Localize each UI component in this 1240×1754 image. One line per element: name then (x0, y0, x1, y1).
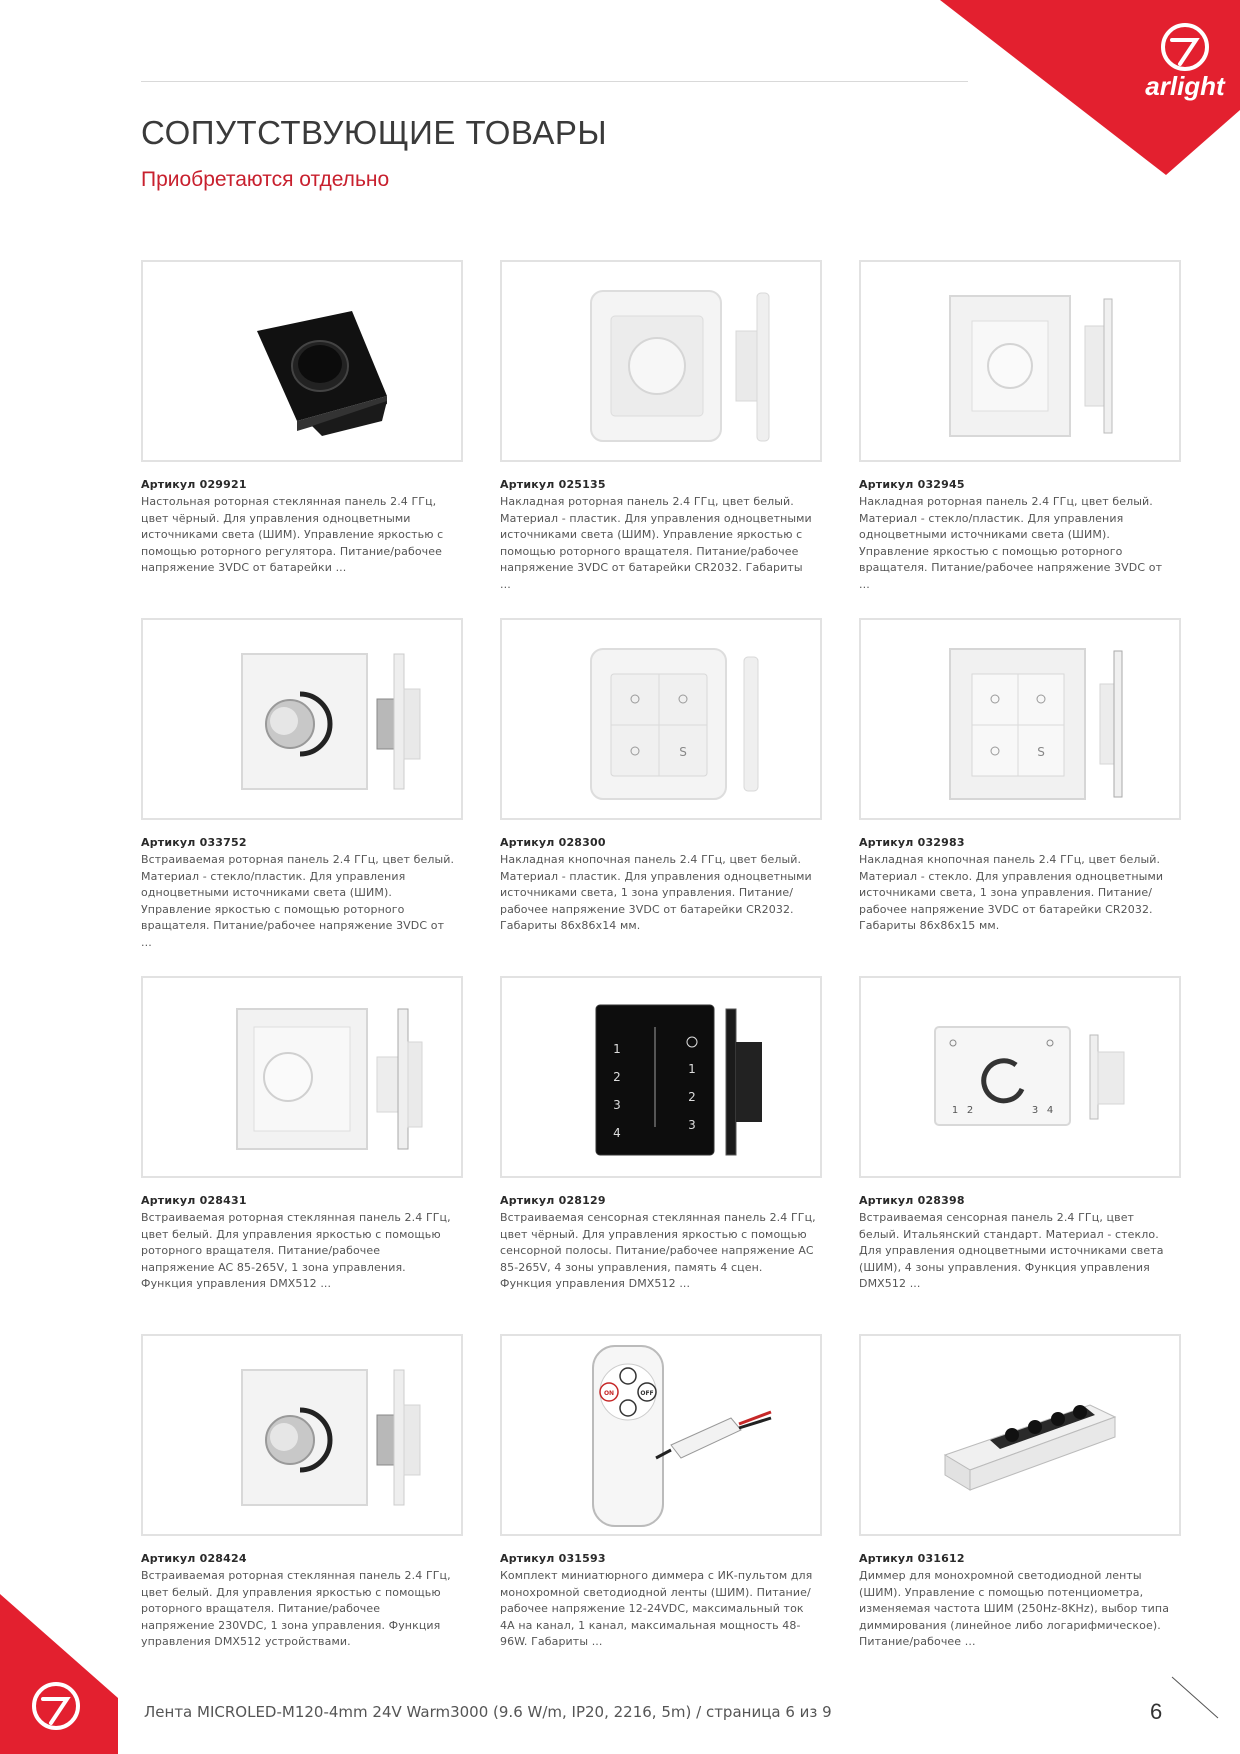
product-description: Диммер для монохромной светодиодной ленты (ШИМ). Управление с помощью потенциометра, изменяемая частота ШИМ (250Hz-8KHz), выбор типа диммирования (линейное либо логарифмическое). Питание/рабочее ... (859, 1569, 1170, 1648)
product-image[interactable] (141, 260, 463, 462)
product-card[interactable] (500, 976, 822, 1293)
touch-label-3: 3 (613, 1098, 621, 1112)
product-card[interactable] (500, 1334, 822, 1651)
product-sku: Артикул 025135 (500, 478, 606, 491)
zone-label-2: 2 (966, 1105, 974, 1116)
product-description: Встраиваемая роторная стеклянная панель 2.4 ГГц, цвет белый. Для управления яркостью с помощью роторного вращателя. Питание/рабочее напряжение 230VDC, 1 зона управления. Функция управления DMX512 устройствами. (141, 1569, 451, 1648)
glass-rotary-panel-icon (890, 271, 1150, 451)
product-sku: Артикул 028129 (500, 1194, 606, 1207)
glass-rotary-inwall-panel-icon (172, 987, 432, 1167)
product-description: Встраиваемая сенсорная панель 2.4 ГГц, цвет белый. Итальянский стандарт. Материал - стекло. Для управления одноцветными источниками света (ШИМ), 4 зоны управления. Функция управления DMX512 ... (859, 1211, 1164, 1290)
zone-label-4: 4 (1046, 1105, 1054, 1116)
product-card[interactable] (859, 260, 1181, 593)
product-sku: Артикул 033752 (141, 836, 247, 849)
brand-corner-bottom (0, 1594, 118, 1754)
remote-on-label: ON (603, 1390, 615, 1397)
brand-corner-logo (940, 0, 1240, 175)
product-image[interactable] (859, 1334, 1181, 1536)
product-image[interactable] (859, 260, 1181, 462)
product-description: Накладная роторная панель 2.4 ГГц, цвет белый. Материал - пластик. Для управления одноцветными источниками света (ШИМ). Управление яркостью с помощью роторного вращателя. Питание/рабочее напряжение 3VDC от батарейки CR2032. Габариты ... (500, 495, 812, 591)
page-subtitle: Приобретаются отдельно (141, 168, 390, 191)
button-s-label: S (1037, 745, 1045, 759)
touch-label-2: 2 (613, 1070, 621, 1084)
product-image[interactable] (141, 618, 463, 820)
product-image[interactable] (500, 1334, 822, 1536)
zone-label-1: 1 (951, 1105, 959, 1116)
product-image[interactable] (859, 618, 1181, 820)
product-image[interactable] (859, 976, 1181, 1178)
product-sku: Артикул 031593 (500, 1552, 606, 1565)
metal-knob-panel-icon (172, 1345, 432, 1525)
product-card[interactable] (500, 260, 822, 593)
product-image[interactable] (500, 976, 822, 1178)
product-card[interactable] (500, 618, 822, 935)
white-rotary-panel-icon (531, 271, 791, 451)
product-description: Накладная кнопочная панель 2.4 ГГц, цвет белый. Материал - пластик. Для управления одноцветными источниками света, 1 зона управления. Питание/рабочее напряжение 3VDC от батарейки CR2032. Габариты 86x86x14 мм. (500, 853, 812, 932)
product-image[interactable] (500, 260, 822, 462)
product-sku: Артикул 029921 (141, 478, 247, 491)
black-touch-panel-icon (531, 987, 791, 1167)
ir-remote-dimmer-icon (531, 1340, 791, 1530)
black-rotary-desk-panel-icon (202, 276, 402, 446)
page-corner-line (1170, 1675, 1220, 1720)
zone-label-3: 3 (1031, 1105, 1039, 1116)
product-card[interactable] (141, 1334, 463, 1651)
header-divider (141, 81, 968, 82)
metal-knob-panel-icon (172, 629, 432, 809)
button-panel-icon (531, 629, 791, 809)
product-sku: Артикул 028300 (500, 836, 606, 849)
product-sku: Артикул 028431 (141, 1194, 247, 1207)
product-description: Встраиваемая роторная панель 2.4 ГГц, цвет белый. Материал - стекло/пластик. Для управления одноцветными источниками света (ШИМ). Управление яркостью с помощью роторного вращателя. Питание/рабочее напряжение 3VDC от ... (141, 853, 455, 949)
product-image[interactable] (500, 618, 822, 820)
touch-label-2b: 2 (688, 1090, 696, 1104)
product-card[interactable] (141, 976, 463, 1293)
touch-label-3b: 3 (688, 1118, 696, 1132)
touch-label-1b: 1 (688, 1062, 696, 1076)
product-description: Накладная кнопочная панель 2.4 ГГц, цвет белый. Материал - стекло. Для управления одноцветными источниками света, 1 зона управления. Питание/рабочее напряжение 3VDC от батарейки CR2032. Габариты 86x86x15 мм. (859, 853, 1164, 932)
product-description: Накладная роторная панель 2.4 ГГц, цвет белый. Материал - стекло/пластик. Для управления одноцветными источниками света (ШИМ). Управление яркостью с помощью роторного вращателя. Питание/рабочее напряжение 3VDC от ... (859, 495, 1163, 591)
product-sku: Артикул 028398 (859, 1194, 965, 1207)
product-card[interactable] (859, 976, 1181, 1293)
product-card[interactable] (859, 1334, 1181, 1651)
product-image[interactable] (141, 976, 463, 1178)
page-title: СОПУТСТВУЮЩИЕ ТОВАРЫ (141, 114, 608, 151)
brand-logo-text: arlight (1145, 71, 1225, 101)
white-touch-ring-panel-icon (890, 987, 1150, 1167)
product-description: Встраиваемая сенсорная стеклянная панель 2.4 ГГц, цвет чёрный. Для управления яркостью с помощью сенсорной полосы. Питание/рабочее напряжение AC 85-265V, 4 зоны управления, память 4 сцен. Функция управления DMX512 ... (500, 1211, 816, 1290)
product-sku: Артикул 031612 (859, 1552, 965, 1565)
product-sku: Артикул 032983 (859, 836, 965, 849)
page-number: 6 (1150, 1699, 1163, 1724)
glass-button-panel-icon (890, 629, 1150, 809)
product-sku: Артикул 028424 (141, 1552, 247, 1565)
product-card[interactable] (141, 618, 463, 951)
button-s-label: S (679, 745, 687, 759)
footer-caption: Лента MICROLED-M120-4mm 24V Warm3000 (9.6 W/m, IP20, 2216, 5m) / страница 6 из 9 (144, 1703, 832, 1721)
product-sku: Артикул 032945 (859, 478, 965, 491)
potentiometer-dimmer-icon (890, 1345, 1150, 1525)
product-description: Комплект миниатюрного диммера с ИК-пультом для монохромной светодиодной ленты (ШИМ). Питание/рабочее напряжение 12-24VDC, максимальный ток 4А на канал, 1 канал, максимальная мощность 48-96W. Габариты ... (500, 1569, 813, 1648)
product-description: Встраиваемая роторная стеклянная панель 2.4 ГГц, цвет белый. Для управления яркостью с помощью роторного вращателя. Питание/рабочее напряжение AC 85-265V, 1 зона управления. Функция управления DMX512 ... (141, 1211, 451, 1290)
product-image[interactable] (141, 1334, 463, 1536)
product-description: Настольная роторная стеклянная панель 2.4 ГГц, цвет чёрный. Для управления одноцветными источниками света (ШИМ). Управление яркостью с помощью роторного регулятора. Питание/рабочее напряжение 3VDC от батарейки ... (141, 495, 444, 574)
touch-label-4: 4 (613, 1126, 621, 1140)
touch-label-1: 1 (613, 1042, 621, 1056)
product-card[interactable] (859, 618, 1181, 935)
remote-off-label: OFF (640, 1390, 654, 1397)
product-card[interactable] (141, 260, 463, 577)
